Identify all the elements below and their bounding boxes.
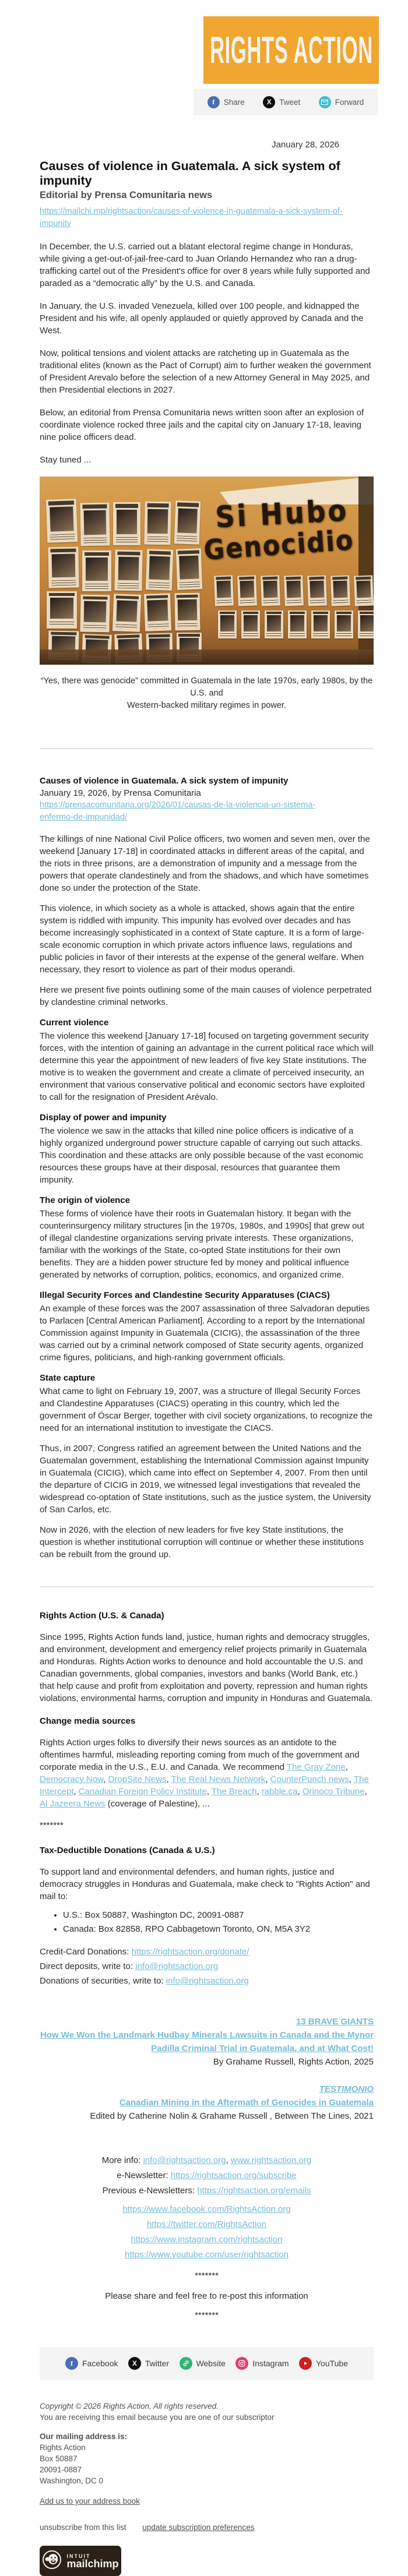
missing-person-poster [80,595,110,633]
contact-block [40,2153,374,2199]
social-profile-link[interactable]: https://www.facebook.com/RightsAction.org [122,2204,291,2214]
missing-person-poster [47,591,77,629]
article-title: Causes of violence in Guatemala. A sick system of impunity [40,776,289,786]
social-url-links [40,2202,374,2263]
book-author-line: By Grahame Russell, Rights Action, 2025 [213,2057,374,2067]
donation-address-item: • U.S.: Box 50887, Washington DC, 20091-0887 [63,1908,374,1922]
missing-person-poster [82,551,111,591]
missing-person-poster [218,611,237,638]
missing-person-poster [48,547,79,588]
donation-links [40,1945,374,1988]
x-icon: X [263,96,275,108]
missing-person-poster [144,593,171,631]
article-section-heading: The origin of violence [40,1195,131,1205]
address-line: Box 50887 [40,2454,78,2463]
missing-person-poster [113,502,140,545]
address-line: 20091-0887 [40,2465,82,2474]
footer-social-twitter[interactable] [128,2357,169,2370]
missing-person-poster [311,611,330,638]
donations-heading: Tax-Deductible Donations (Canada & U.S.) [40,1845,215,1855]
article-paragraph: This violence, in which society as a whole is attacked, shows again that the entire system is riddled with impunity. This impunity has evolved over decades and has become increasingly sophisticated in a context of State capture. It is a form of large-scale economic corruption in which private actors influence laws, regulations and public policies in favor of their interests at the expense of the general welfare. When necessary, they resort to violence as part of their modus operandi. [40,904,364,975]
book-link-13-brave-giants[interactable]: 13 BRAVE GIANTS [296,2017,374,2027]
media-link-intercept[interactable]: The Intercept [40,1774,369,1797]
web-version-link[interactable]: https://mailchi.mp/rightsaction/causes-of-violence-in-guatemala-a-sick-system-of-impunity [40,207,343,228]
footer-social-label: Instagram [252,2359,289,2368]
missing-person-poster [144,502,171,545]
article-paragraph: An example of these forces was the 2007 assassination of three Salvadoran deputies to Parlacen [Central American Parliament]. According to a report by the International Commission against Impunity in Guatemala (CICIG), the assassination of the three was carried out by a criminal network composed of State security agents, organized crime figures, politicians, and high-ranking government officials. [40,1304,370,1363]
mailchimp-badge-text: INTUIT mailchimp [66,2553,119,2570]
envelope-icon [319,96,331,108]
missing-person-poster [146,549,173,591]
missing-person-poster [114,550,142,591]
intro-paragraph: Stay tuned ... [40,455,92,465]
media-link-breach[interactable]: The Breach [211,1787,257,1797]
info-email-link[interactable]: info@rightsaction.org [143,2155,226,2165]
article-paragraph: The killings of nine National Civil Police officers, two women and seven men, over the weekend [January 17-18] in coordinated attacks in different areas of the capital, and the riots in three prisons, are a demonstration of impunity and a message from the powers that operate clandestinely and from the shadows, and which have sometimes done so under the protection of the State. [40,834,370,893]
missing-person-poster [335,611,353,638]
missing-person-poster [261,575,280,606]
missing-person-poster [46,499,78,543]
media-link-rabble[interactable]: rabble.ca [261,1787,298,1797]
article-paragraph: Here we present five points outlining some of the main causes of violence perpetrated by clandestine criminal networks. [40,985,372,1007]
donation-line: Direct deposits, write to: info@rightsaction.org [40,1961,219,1971]
article-paragraph: The violence this weekend [January 17-18] focused on targeting government security forces, with the intention of gaining an advantage in the current political race which will determine this year the appointment of new leaders of five key State institutions. The motive is to weaken the government and create a climate of perceived insecurity, an environment that various conservative political and economic sectors have exploited to call for the resignation of President Arévalo. [40,1031,374,1102]
article-paragraph: Thus, in 2007, Congress ratified an agreement between the United Nations and the Guatemalan government, establishing the International Commission against Impunity in Guatemala (CICIG), which came into effect on September 4, 2007. From then until the departure of CICIG in 2019, we witnessed legal investigations that revealed the widespread co-optation of State institutions, such as the justice system, the University of San Carlos, etc. [40,1444,371,1515]
share-bar [194,89,378,115]
facebook-icon: f [207,96,220,108]
media-link-aljazeera[interactable]: Al Jazeera News [40,1799,105,1809]
share-note: Please share and feel free to re-post this information [105,2291,308,2301]
footer-social-label: Website [196,2359,226,2368]
section-divider [40,748,374,749]
share-button-label: Tweet [279,97,301,107]
media-link-counterpunch[interactable]: CounterPunch news [270,1774,349,1784]
book-editors-line: Edited by Catherine Nolin & Grahame Russell , Between The Lines, 2021 [90,2111,374,2121]
missing-person-poster [284,575,304,606]
rights-action-logo-banner[interactable] [203,16,379,84]
securities-email-link[interactable]: info@rightsaction.org [166,1976,249,1986]
email-page [0,16,408,2570]
unsubscribe-link[interactable]: unsubscribe from this list [40,2523,126,2532]
rights-action-logo-text: RIGHTS ACTION [209,29,373,72]
address-line: Washington, DC 0 [40,2476,104,2485]
missing-person-poster [354,575,374,606]
footer-social-facebook[interactable] [65,2357,118,2370]
footer-social-instagram[interactable] [235,2357,289,2370]
social-profile-link[interactable]: https://www.instagram.com/rightsaction [131,2235,283,2245]
share-button-label: Forward [335,97,364,107]
missing-person-poster [241,611,260,638]
graffiti-line-1: Si Hubo [214,493,350,535]
book-link-testimonio[interactable]: TESTIMONIO [319,2084,374,2094]
intro-paragraph: Below, an editorial from Prensa Comunitaria news written soon after an explosion of coordinate violence rocked three jails and the capital city on January 17-18, leaving nine police officers dead. [40,408,364,442]
mailchimp-monkey-icon [42,2550,62,2573]
separator-stars: ******* [40,1820,64,1830]
social-profile-link[interactable]: https://www.youtube.com/user/rightsaction [125,2250,289,2260]
contact-line: e-Newsletter: https://rightsaction.org/subscribe [117,2171,297,2180]
donation-line: Credit-Card Donations: https://rightsaction.org/donate/ [40,1947,249,1957]
missing-person-poster [307,575,327,606]
email-subtitle: Editorial by Prensa Comunitaria news [40,190,213,200]
intro-paragraph: In December, the U.S. carried out a blatant electoral regime change in Honduras, while giving a get-out-of-jail-free-card to Juan Orlando Hernandez who ran a drug-trafficking cartel out of the President's office for over 8 years while fully supported and paraded as a “democratic ally” by the U.S. and Canada. [40,242,370,288]
missing-person-poster [174,500,201,544]
donation-line: Donations of securities, write to: info@rightsaction.org [40,1976,249,1986]
missing-person-poster [174,593,200,631]
x-icon: X [128,2357,141,2370]
article-source-link[interactable]: https://prensacomunitaria.org/2026/01/causas-de-la-violencia-un-sistema-enfermo-de-impunidad/ [40,800,316,822]
missing-person-poster [330,575,350,606]
footer-social-website[interactable] [180,2357,226,2370]
article-paragraph: These forms of violence have their roots in Guatemalan history. It began with the counterinsurgency military structures [in the 1970s, 1980s, and 1990s] that grew out of illegal clandestine organizations serving private interests. These organizations, familiar with the workings of the State, co-opted State institutions for their own benefits. They are a hidden power structure fed by money and political influence generated by networks of corruption, politics, economics, and organized crime. [40,1209,364,1280]
missing-person-poster [80,503,110,546]
facebook-icon: f [65,2357,78,2370]
media-link-dropsite[interactable]: DropSite News [108,1774,167,1784]
media-sources-heading: Change media sources [40,1716,136,1726]
social-profile-link[interactable]: https://twitter.com/RightsAction [146,2219,267,2229]
share-button[interactable] [207,96,245,108]
donations-intro: To support land and environmental defenders, and human rights, justice and democracy struggles in Honduras and Guatemala, make check to "Rights Action" and mail to: [40,1867,370,1901]
photo-caption: “Yes, there was genocide” committed in Guatemala in the late 1970s, early 1980s, by the U.S. and Western-backed military regimes in power. [40,676,373,710]
intro-paragraphs [40,241,374,466]
donate-link[interactable]: https://rightsaction.org/donate/ [131,1947,249,1957]
media-link-real-news[interactable]: The Real News Network [171,1774,266,1784]
books-block [40,2015,374,2123]
address-line: Rights Action [40,2443,86,2452]
email-date: January 28, 2026 [272,140,339,150]
website-link[interactable]: www.rightsaction.org [230,2155,312,2165]
footer-social-bar [40,2347,374,2380]
missing-person-poster [176,548,202,590]
article-section-heading: Display of power and impunity [40,1113,167,1123]
subscription-reason: You are receiving this email because you are one of our subscriptor [40,2413,275,2422]
wall-baseboard [40,650,374,665]
emails-archive-link[interactable]: https://rightsaction.org/emails [197,2186,311,2196]
media-sources-paragraph: Rights Action urges folks to diversify their news sources as an antidote to the oftentimes harmful, misleading reporting coming from much of the government and corporate media in the U.S., E.U. and Canada. We recommend The Gray Zone, Democracy Now, DropSite News, The Real News Network, CounterPunch news, The Intercept, Canadian Foreign Policy Institute, The Breach, rabble.ca, Orinoco Tribune, Al Jazeera News (coverage of Palestine), ... [40,1738,369,1809]
article-section-heading: State capture [40,1373,96,1383]
article-paragraph: The violence we saw in the attacks that killed nine police officers is indicative of a highly organized underground power structure capable of carrying out such attacks. This coordination and these attacks are only possible because of the vast economic resources these groups have at their disposal, resources that guarantee them impunity. [40,1126,364,1185]
add-address-book-link[interactable]: Add us to your address book [40,2497,140,2506]
media-link-cfpi[interactable]: Canadian Foreign Policy Institute [78,1787,207,1797]
article-section-heading: Illegal Security Forces and Clandestine Security Apparatuses (CIACS) [40,1290,330,1300]
mailing-address [40,2442,374,2486]
direct-deposit-email-link[interactable]: info@rightsaction.org [135,1961,219,1971]
missing-person-poster [288,611,307,638]
contact-line: Previous e-Newsletters: https://rightsaction.org/emails [102,2186,311,2196]
intro-paragraph: In January, the U.S. invaded Venezuela, killed over 100 people, and kidnapped the President and his wife, all openly applauded or quietly approved by Canada and the West. [40,301,364,336]
link-icon [180,2357,192,2370]
contact-line: More info: info@rightsaction.org, www.rightsaction.org [101,2155,312,2165]
missing-person-poster [358,611,374,638]
donation-address-list [40,1908,374,1936]
email-title: Causes of violence in Guatemala. A sick system of impunity [40,159,340,188]
footer-social-youtube[interactable] [299,2357,348,2370]
copyright-line: Copyright © 2026 Rights Action, All rights reserved. [40,2402,219,2411]
genocide-wall-photo [40,477,374,665]
youtube-icon [299,2357,312,2370]
donation-address-item: • Canada: Box 82858, RPO Cabbagetown Toronto, ON, M5A 3Y2 [63,1922,374,1936]
book-link-hudbay-lawsuits[interactable]: How We Won the Landmark Hudbay Minerals Lawsuits in Canada and the Mynor Padilla Criminal Trial in Guatemala, and at What Cost! [40,2030,374,2053]
separator-stars: ******* [195,2271,219,2281]
share-button-label: Share [223,97,245,107]
missing-person-poster [237,575,257,606]
media-link-democracy-now[interactable]: Democracy Now [40,1774,104,1784]
instagram-icon [235,2357,248,2370]
about-heading: Rights Action (U.S. & Canada) [40,1611,164,1621]
about-paragraph: Since 1995, Rights Action funds land, justice, human rights and democracy struggles, and environment, development and emergency relief projects primarily in Guatemala and Honduras. Rights Action works to denounce and hold accountable the U.S. and Canadian governments, global companies, investors and banks (World Bank, etc.) that help cause and profit from exploitation and poverty, repression and human rights violations, environmental harms, corruption and impunity in Honduras and Guatemala. [40,1632,373,1703]
footer-social-label: Facebook [82,2359,118,2368]
article-byline: January 19, 2026, by Prensa Comunitaria [40,788,201,798]
missing-person-poster [112,594,141,632]
article-paragraph: Now in 2026, with the election of new leaders for five key State institutions, the question is whether institutional corruption will continue or whether these institutions can be rebuilt from the ground up. [40,1525,364,1559]
subscribe-link[interactable]: https://rightsaction.org/subscribe [170,2171,297,2180]
footer-social-label: YouTube [315,2359,348,2368]
missing-person-poster [265,611,283,638]
book-link-canadian-mining[interactable]: Canadian Mining in the Aftermath of Genocides in Guatemala [119,2098,374,2108]
graffiti-line-2: Genocidio [203,524,356,567]
separator-stars: ******* [195,2310,219,2320]
media-link-gray-zone[interactable]: The Gray Zone [286,1762,346,1772]
section-divider [40,1586,374,1587]
article-section-heading: Current violence [40,1018,109,1028]
article-body [40,833,374,1561]
media-link-orinoco[interactable]: Orinoco Tribune [302,1787,365,1797]
article-header [40,775,374,824]
article-paragraph: What came to light on February 19, 2007, was a structure of Illegal Security Forces and Clandestine Apparatuses (CIACS) operating in this country, which led the government of Óscar Berger, together with civil society organizations, to recognize the need for an international institution to investigate the CIACS. [40,1386,373,1433]
footer-social-label: Twitter [145,2359,170,2368]
forward-button[interactable] [319,96,364,108]
update-preferences-link[interactable]: update subscription preferences [142,2523,255,2532]
footer-text [40,2401,374,2533]
mailing-address-heading: Our mailing address is: [40,2432,128,2441]
intro-paragraph: Now, political tensions and violent attacks are ratcheting up in Guatemala as the traditional elites (known as the Pact of Corrupt) aim to further weaken the government of President Arevalo before the selection of a new Attorney General in May 2025, and then Presidential elections in 2027. [40,348,371,395]
mailchimp-badge[interactable] [40,2546,121,2576]
tweet-button[interactable] [263,96,300,108]
missing-person-poster [214,575,234,606]
